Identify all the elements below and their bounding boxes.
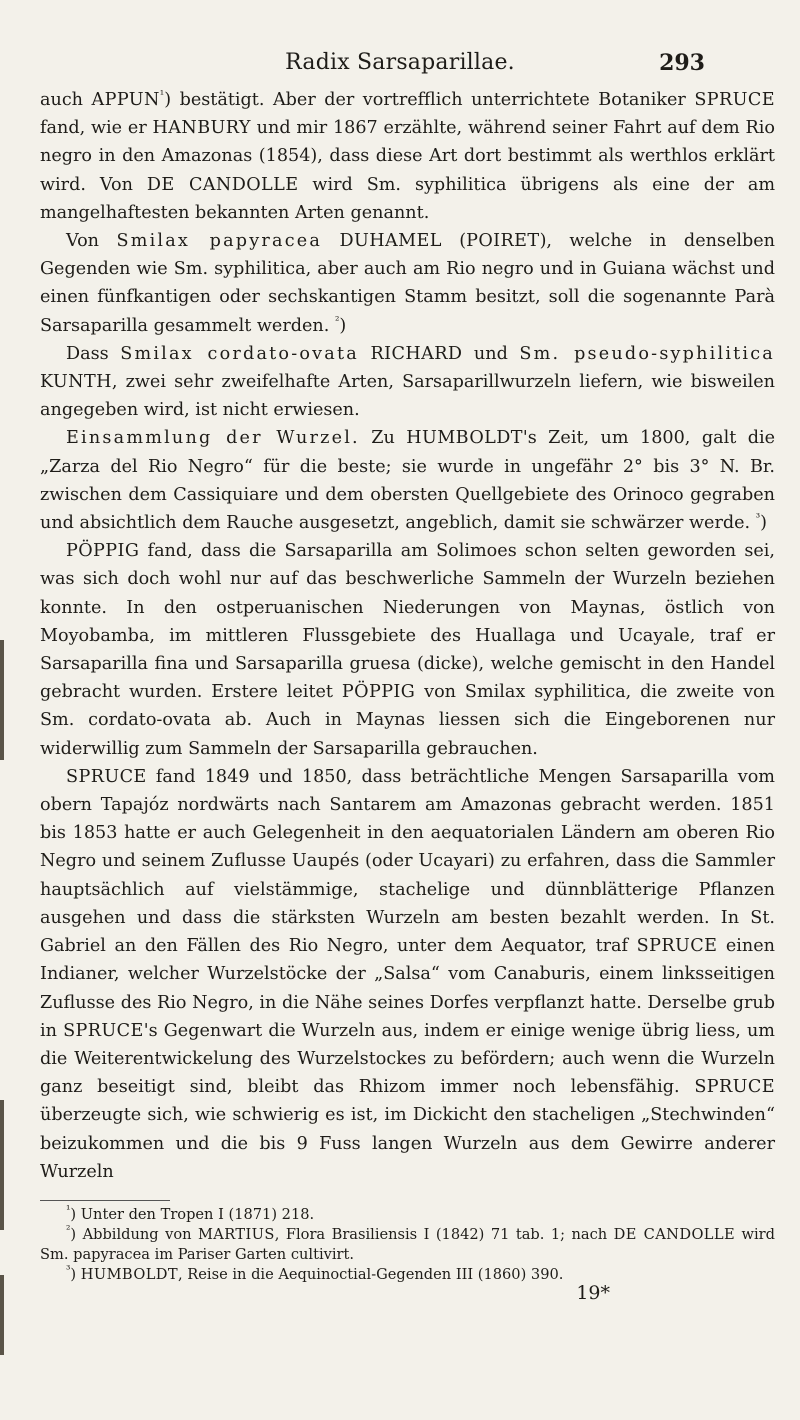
text-run: und [462,343,520,364]
footnotes [40,1205,775,1285]
running-head [0,50,800,80]
spaced-term: Sm. pseudo-syphilitica [519,343,775,364]
author-name: KUNTH [40,372,112,393]
text-run: überzeugte sich, wie schwierig es ist, im Dickicht den stacheligen „Stechwinden“ beizukommen und die bis 9 Fuss langen Wurzeln aus dem Gewirre anderer Wurzeln [40,1105,775,1182]
body-text [40,86,775,1186]
text-run: ) bestätigt. Aber der vortrefflich unterrichtete Botaniker [164,90,695,110]
author-name: SPRUCE [636,936,718,957]
text-run: , Reise in die Aequinoctial-Gegenden III (1860) 390. [178,1266,564,1283]
footnote-marker: ² [334,313,340,327]
text-run: fand, dass die Sarsaparilla am Solimoes schon selten geworden sei, was sich doch wohl nur auf das beschwerliche Sammeln der Wurzeln beziehen konnte. In den ostperuanischen Niederungen von Maynas, östlich von Moyobamba, im mittleren Flussgebiete des Huallaga und Ucayale, traf er Sarsaparilla fina und Sarsaparilla gruesa (dicke), welche gemischt in den Handel gebracht wurden. Erstere leitet [40,541,775,703]
footnote [40,1265,775,1285]
paragraph [40,340,775,425]
text-run [359,344,371,364]
text-run: 's Zeit, um 1800, galt die „Zarza del Rio Negro“ für die beste; sie wurde in ungefähr 2° bis 3° N. Br. zwischen dem Cassiquiare und dem obersten Quellgebiete des Orinoco gegraben und absichtlich dem Rauche ausgesetzt, angeblich, damit sie schwärzer werde. [40,428,776,534]
signature-mark: 19* [576,1282,610,1304]
text-run: ) [760,513,768,534]
spaced-term: Smilax cordato-ovata [120,343,359,364]
footnote-marker: ³ [66,1263,71,1277]
spaced-term: Einsammlung der Wurzel. [66,428,360,449]
author-name: SPRUCE [694,90,775,110]
text-run: wird Sm. papyracea im Pariser Garten cultivirt. [40,1226,775,1263]
footnote [40,1225,775,1265]
text-run: auch [40,90,92,110]
text-run: ), welche in denselben Gegenden wie Sm. syphilitica, aber auch am Rio negro und in Guiana wächst und einen fünfkantigen oder sechskantigen Stamm besitzt, soll die sogenannte Parà Sarsaparilla gesammelt werden. [40,231,776,336]
running-head-title: Radix Sarsaparillae. [285,50,515,75]
footnote [40,1205,775,1225]
text-run: fand, wie er [40,118,153,139]
text-run: , zwei sehr zweifelhafte Arten, Sarsaparillwurzeln liefern, wie bisweilen angegeben wird, ist nicht erwiesen. [40,372,775,421]
text-run: ( [441,231,467,252]
author-name: PÖPPIG [66,541,140,562]
author-name: HANBURY [152,118,251,139]
author-name: HUMBOLDT [406,428,523,449]
footnote-marker: ¹ [159,88,165,102]
text-run: ) [70,1266,81,1283]
text-run: einen Indianer, welcher Wurzelstöcke der „Salsa“ vom Canaburis, einem linksseitigen Zuflusse des Rio Negro, in die Nähe seines Dorfes verpflanzt hatte. Derselbe grub in [40,936,775,1041]
author-name: APPUN [91,90,160,110]
text-run: und mir 1867 erzählte, während seiner Fahrt auf dem Rio negro in den Amazonas (1854), dass diese Art dort bestimmt als werthlos erklärt wird. Von [40,118,775,195]
text-run: ) Unter den Tropen I (1871) 218. [70,1206,315,1223]
author-name: DE CANDOLLE [613,1226,736,1243]
text-run [322,231,339,251]
author-name: RICHARD [370,343,463,364]
text-run: fand 1849 und 1850, dass beträchtliche Mengen Sarsaparilla vom obern Tapajóz nordwärts nach Santarem am Amazonas gebracht werden. 1851 bis 1853 hatte er auch Gelegenheit in den aequatorialen Ländern am oberen Rio Negro und seinem Zuflusse Uaupés (oder Ucayari) zu erfahren, dass die Sammler hauptsächlich auf vielstämmige, stachelige und dünnblätterige Pflanzen ausgehen und dass die stärksten Wurzeln am besten bezahlt werden. In St. Gabriel an den Fällen des Rio Negro, unter dem Aequator, traf [40,766,775,957]
author-name: PÖPPIG [341,682,416,703]
left-edge-shadow [0,1275,4,1355]
left-edge-shadow [0,1100,4,1230]
author-name: MARTIUS [197,1226,275,1243]
page-number: 293 [659,50,705,76]
paragraph [40,424,775,537]
text-run: 's Gegenwart die Wurzeln aus, indem er einige wenige übrig liess, um die Weiterentwickelung des Wurzelstockes zu befördern; auch wenn die Wurzeln ganz beseitigt sind, bleibt das Rhizom immer noch lebensfähig. [40,1020,775,1098]
author-name: HUMBOLDT [80,1266,179,1283]
footnote-rule [40,1200,170,1201]
paragraph [40,86,775,227]
text-run: wird Sm. syphilitica übrigens als eine der am mangelhaftesten bekannten Arten genannt. [40,174,775,223]
author-name: SPRUCE [66,766,147,787]
text-run: Dass [66,343,121,364]
author-name: SPRUCE [63,1020,144,1041]
text-run: Zu [359,428,407,449]
author-name: POIRET [466,231,540,252]
paragraph [40,227,775,340]
spaced-term: Smilax papyracea [116,231,323,252]
text-run: von Smilax syphilitica, die zweite von Sm. cordato-ovata ab. Auch in Maynas liessen sich die Eingeborenen nur widerwillig zum Sammeln der Sarsaparilla gebrauchen. [40,682,775,759]
author-name: SPRUCE [694,1077,775,1098]
paragraph [40,763,775,1186]
text-run: ) [339,315,347,336]
footnote-marker: ² [66,1223,71,1237]
text-run: ) Abbildung von [70,1226,198,1243]
left-edge-shadow [0,640,4,760]
footnote-marker: ¹ [66,1203,71,1217]
footnote-marker: ³ [755,511,761,525]
author-name: DE CANDOLLE [146,174,299,195]
paragraph [40,537,775,763]
text-run: Von [66,231,117,252]
text-run: , Flora Brasiliensis I (1842) 71 tab. 1; nach [274,1226,614,1243]
author-name: DUHAMEL [339,231,442,252]
